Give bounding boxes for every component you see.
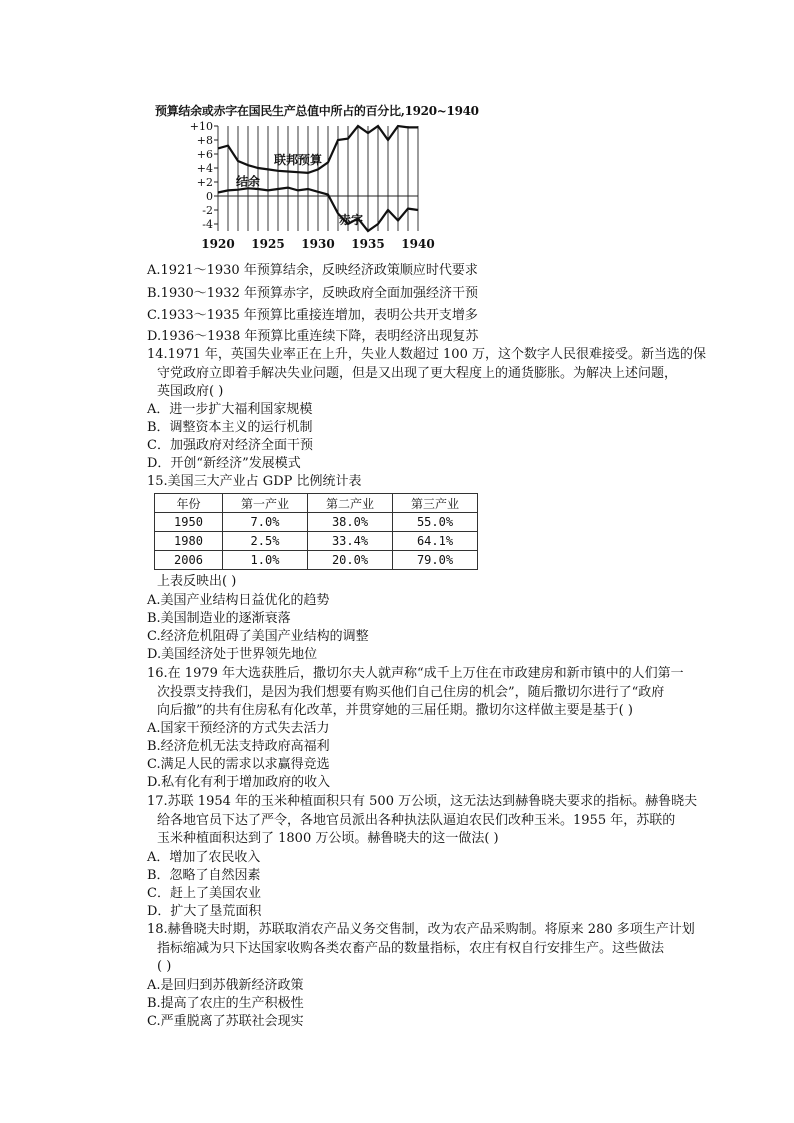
q14-stem-line-2: 守党政府立即着手解决失业问题，但是又出现了更大程度上的通货膨胀。为解决上述问题，	[157, 366, 678, 381]
q15-option-d: D.美国经济处于世界领先地位	[147, 647, 318, 662]
table-cell: 79.0%	[393, 551, 478, 570]
q13-option-b: B.1930～1932 年预算赤字，反映政府全面加强经济干预	[147, 286, 478, 301]
q15-after: 上表反映出( )	[157, 574, 237, 589]
y-tick-label: +6	[196, 148, 213, 161]
y-tick-label: +2	[196, 176, 213, 189]
q17-option-a: A．增加了农民收入	[147, 850, 261, 865]
q16-stem-line-3: 向后撤”的共有住房私有化改革，并贯穿她的三届任期。撒切尔这样做主要是基于( )	[157, 703, 633, 718]
q17-option-b: B．忽略了自然因素	[147, 868, 261, 883]
q14-stem-line-3: 英国政府( )	[157, 384, 224, 399]
table-cell: 1.0%	[223, 551, 308, 570]
q17-option-d: D．扩大了垦荒面积	[147, 904, 262, 919]
table-cell: 1950	[155, 513, 223, 532]
x-tick-label: 1935	[351, 237, 385, 251]
budget-chart	[189, 116, 435, 256]
y-tick-label: +8	[196, 134, 213, 147]
industry-table	[154, 493, 478, 570]
annotation-federal-budget: 联邦预算	[273, 152, 323, 167]
table-row	[155, 532, 478, 551]
y-tick-label: +10	[189, 120, 213, 133]
q16-option-a: A.国家干预经济的方式失去活力	[147, 721, 330, 736]
q18-option-b: B.提高了农庄的生产积极性	[147, 996, 304, 1011]
q15-stem: 15.美国三大产业占 GDP 比例统计表	[147, 474, 362, 489]
annotation-surplus: 结余	[235, 174, 261, 189]
table-cell: 64.1%	[393, 532, 478, 551]
q16-stem-line-2: 次投票支持我们，是因为我们想要有购买他们自己住房的机会”，随后撒切尔进行了“政府	[157, 685, 665, 700]
table-header-cell: 第三产业	[393, 494, 478, 513]
y-tick-label: -2	[202, 204, 213, 217]
q13-option-a: A.1921～1930 年预算结余，反映经济政策顺应时代要求	[147, 263, 478, 278]
q14-stem-line-1: 14.1971 年，英国失业率正在上升，失业人数超过 100 万，这个数字人民很难接受。新当选的保	[147, 347, 706, 362]
table-header-cell: 第一产业	[223, 494, 308, 513]
q15-option-b: B.美国制造业的逐渐衰落	[147, 611, 291, 626]
table-cell: 38.0%	[308, 513, 393, 532]
table-row	[155, 513, 478, 532]
q16-option-d: D.私有化有利于增加政府的收入	[147, 775, 331, 790]
table-header-cell: 第二产业	[308, 494, 393, 513]
table-cell: 1980	[155, 532, 223, 551]
x-tick-label: 1920	[201, 237, 235, 251]
y-tick-label: -4	[202, 218, 213, 231]
annotation-deficit: 赤字	[338, 213, 364, 227]
y-tick-label: +4	[196, 162, 213, 175]
q14-option-d: D．开创“新经济”发展模式	[147, 456, 301, 471]
table-cell: 20.0%	[308, 551, 393, 570]
table-header-cell: 年份	[155, 494, 223, 513]
x-tick-label: 1940	[401, 237, 435, 251]
q13-option-c: C.1933～1935 年预算比重接连增加，表明公共开支增多	[147, 308, 478, 323]
q18-stem-line-3: ( )	[157, 959, 172, 974]
q15-option-a: A.美国产业结构日益优化的趋势	[147, 593, 330, 608]
table-cell: 7.0%	[223, 513, 308, 532]
q18-option-a: A.是回归到苏俄新经济政策	[147, 978, 304, 993]
q17-stem-line-3: 玉米种植面积达到了 1800 万公顷。赫鲁晓夫的这一做法( )	[157, 831, 499, 846]
q16-option-c: C.满足人民的需求以求赢得竞选	[147, 757, 330, 772]
table-cell: 33.4%	[308, 532, 393, 551]
q13-option-d: D.1936～1938 年预算比重连续下降，表明经济出现复苏	[147, 329, 479, 344]
table-header-row	[155, 494, 478, 513]
q18-stem-line-2: 指标缩减为只下达国家收购各类农畜产品的数量指标，农庄有权自行安排生产。这些做法	[157, 941, 665, 956]
q16-stem-line-1: 16.在 1979 年大选获胜后，撒切尔夫人就声称“成千上万住在市政建房和新市镇中的人们第一	[147, 666, 684, 681]
x-tick-label: 1925	[251, 237, 285, 251]
chart-title: 预算结余或赤字在国民生产总值中所占的百分比,1920~1940	[155, 104, 479, 118]
table-cell: 2.5%	[223, 532, 308, 551]
q14-option-a: A．进一步扩大福利国家规模	[147, 402, 313, 417]
q17-option-c: C．赶上了美国农业	[147, 886, 261, 901]
table-row	[155, 551, 478, 570]
q17-stem-line-2: 给各地官员下达了严令，各地官员派出各种执法队逼迫农民们改种玉米。1955 年，苏联的	[157, 813, 676, 828]
q15-option-c: C.经济危机阻碍了美国产业结构的调整	[147, 629, 369, 644]
x-tick-label: 1930	[301, 237, 335, 251]
q16-option-b: B.经济危机无法支持政府高福利	[147, 739, 330, 754]
y-tick-label: 0	[206, 190, 213, 203]
q14-option-c: C．加强政府对经济全面干预	[147, 438, 313, 453]
table-cell: 55.0%	[393, 513, 478, 532]
q18-option-c: C.严重脱离了苏联社会现实	[147, 1014, 304, 1029]
q18-stem-line-1: 18.赫鲁晓夫时期，苏联取消农产品义务交售制，改为农产品采购制。将原来 280 多项生产计划	[147, 922, 695, 937]
q17-stem-line-1: 17.苏联 1954 年的玉米种植面积只有 500 万公顷，这无法达到赫鲁晓夫要求的指标。赫鲁晓夫	[147, 794, 698, 809]
table-cell: 2006	[155, 551, 223, 570]
q14-option-b: B．调整资本主义的运行机制	[147, 420, 313, 435]
